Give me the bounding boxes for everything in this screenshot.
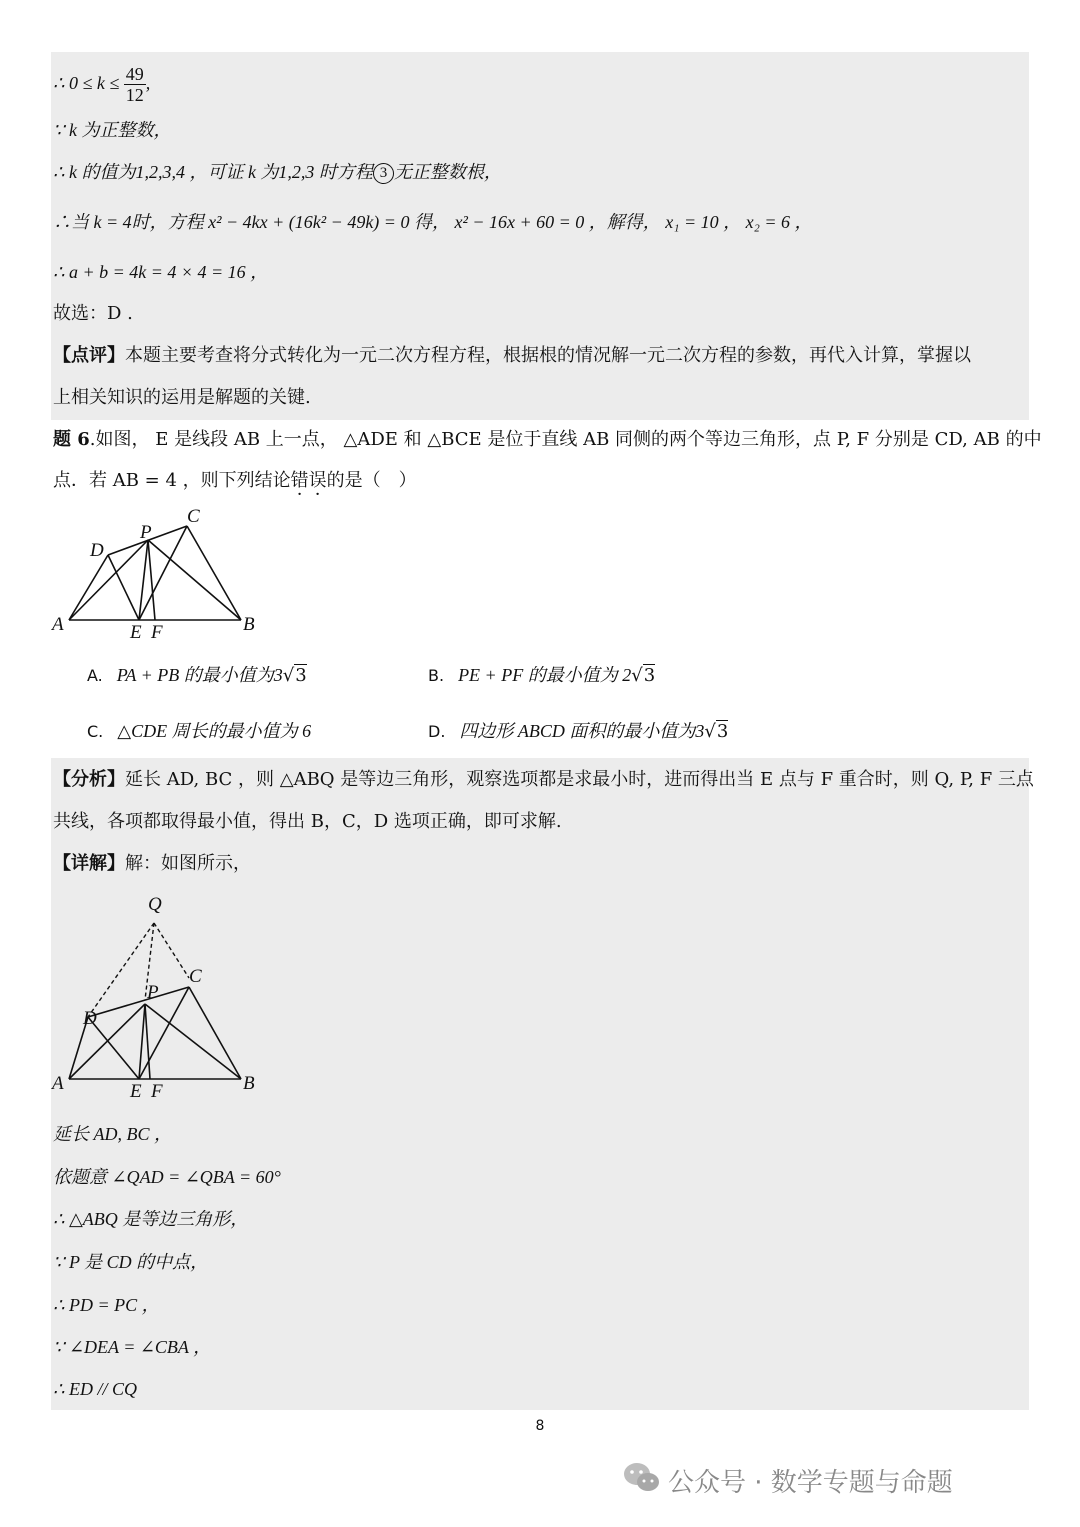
detail-step-5: ∴ PD = PC ， [53, 1295, 160, 1315]
analysis-tag: 【分析】 [53, 769, 125, 790]
emphasis-char-2: 误 [308, 470, 327, 491]
figure-1-diagram [50, 503, 290, 643]
frac-denominator: 12 [125, 85, 144, 106]
option-a[interactable]: A. PA + PB 的最小值为3√3 [87, 665, 307, 686]
fig1-label-P: P [140, 522, 152, 543]
solution-line-k-positive: ∵ k 为正整数， [53, 120, 172, 140]
fig2-label-Q: Q [148, 894, 162, 915]
detail-line-1: 【详解】解：如图所示， [53, 853, 251, 874]
analysis-line-1: 【分析】延长 AD, BC ，则 △ABQ 是等边三角形，观察选项都是求最小时，进而得出当 E 点与 F 重合时，则 Q, P, F 三点 [53, 769, 1034, 790]
option-b[interactable]: B. PE + PF 的最小值为 2√3 [428, 665, 656, 686]
detail-step-7: ∴ ED // CQ [53, 1379, 137, 1399]
fig2-label-F: F [151, 1081, 163, 1102]
watermark-text: 公众号 · 数学专题与命题 [668, 1468, 953, 1498]
question-line-2: 点．若 AB = 4 ，则下列结论错误的是（ ） [53, 470, 417, 491]
detail-step-1: 延长 AD, BC ， [53, 1124, 172, 1144]
fig2-label-E: E [130, 1081, 142, 1102]
detail-tag: 【详解】 [53, 853, 125, 874]
wechat-icon [622, 1461, 662, 1495]
fig2-label-B: B [243, 1073, 255, 1094]
comment-tag: 【点评】 [53, 345, 125, 366]
comment-line-1: 【点评】本题主要考查将分式转化为一元二次方程方程，根据根的情况解一元二次方程的参数，再代入计算，掌握以 [53, 345, 971, 366]
solution-line-k-range: ∴ 0 ≤ k ≤ $\frac{49}{12}$ , [53, 64, 151, 106]
fig2-label-P: P [147, 982, 159, 1003]
detail-step-3: ∴ △ABQ 是等边三角形， [53, 1209, 249, 1229]
figure-2-diagram [50, 890, 290, 1110]
solution-line-answer: 故选：D . [53, 303, 133, 324]
fig1-label-B: B [243, 614, 255, 635]
detail-step-2: 依题意 ∠QAD = ∠QBA = 60° [53, 1167, 281, 1187]
page-number: 8 [535, 1418, 545, 1434]
circled-number-3: 3 [373, 163, 394, 184]
solution-line-solve: ∴当 k = 4时，方程 x² − 4kx + (16k² − 49k) = 0 得， x² − 16x + 60 = 0 ，解得， x₁ = 10 ， x₂ = 6 ， [53, 212, 813, 232]
fig2-label-C: C [189, 966, 202, 987]
fig1-label-A: A [52, 614, 64, 635]
question-line-1: 题 6.如图， E 是线段 AB 上一点， △ADE 和 △BCE 是位于直线 AB 同侧的两个等边三角形，点 P, F 分别是 CD, AB 的中 [53, 429, 1042, 450]
detail-step-4: ∵ P 是 CD 的中点， [53, 1252, 209, 1272]
comment-line-2: 上相关知识的运用是解题的关键. [53, 387, 311, 408]
fig1-label-C: C [187, 506, 200, 527]
analysis-line-2: 共线，各项都取得最小值，得出 B，C，D 选项正确，即可求解. [53, 811, 562, 832]
detail-step-6: ∵ ∠DEA = ∠CBA ， [53, 1337, 212, 1357]
option-d[interactable]: D. 四边形 ABCD 面积的最小值为3√3 [428, 721, 729, 742]
solution-line-k-values: ∴ k 的值为1,2,3,4 ，可证 k 为1,2,3 时方程 3 无正整数根， [53, 160, 502, 184]
fig1-label-E: E [130, 622, 142, 643]
fig1-label-F: F [151, 622, 163, 643]
fig1-label-D: D [90, 540, 104, 561]
emphasis-char-1: 错 [290, 470, 309, 491]
frac-numerator: 49 [125, 64, 144, 85]
solution-line-sum: ∴ a + b = 4k = 4 × 4 = 16 ， [53, 262, 269, 282]
option-c[interactable]: C. △CDE 周长的最小值为 6 [87, 721, 312, 741]
fig2-label-D: D [83, 1008, 97, 1029]
question-label: 题 6 [53, 429, 90, 450]
fig2-label-A: A [52, 1073, 64, 1094]
